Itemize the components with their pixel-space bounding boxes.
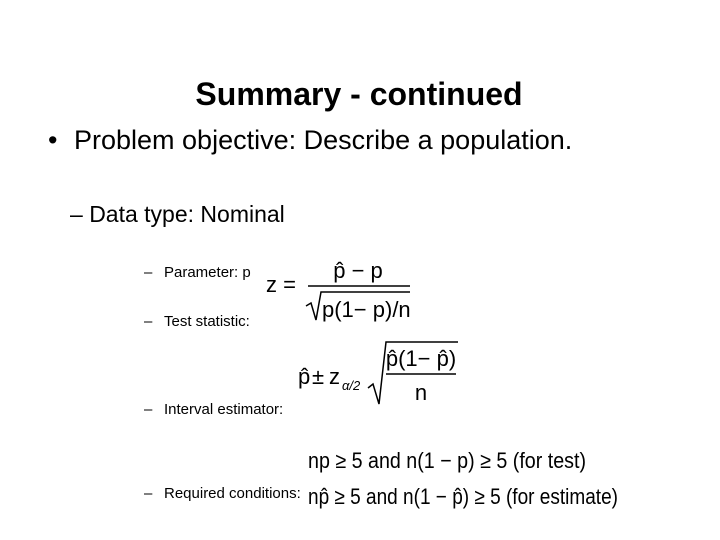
formula-denominator: p(1− p)/n [322,297,411,322]
dash: – [144,264,153,281]
item-label: Parameter: p [164,264,251,281]
item-parameter [144,264,251,282]
item-required-conditions [144,485,301,503]
interval-estimator-formula [294,338,469,410]
bullet-data-type [70,199,285,229]
formula-subscript: α/2 [342,378,361,393]
item-interval-estimator [144,401,283,419]
dash: – [70,201,83,227]
slide-title: Summary - continued [195,76,523,112]
item-label: Required conditions: [164,485,301,502]
dash: – [144,485,153,502]
bullet-text: Problem objective: Describe a population. [74,125,573,155]
formula-numerator: p̂ − p [333,258,383,283]
item-test-statistic [144,313,250,331]
bullet-dot: • [48,125,58,155]
item-label: Test statistic: [164,313,250,330]
condition-estimate: np̂ ≥ 5 and n(1 − p̂) ≥ 5 (for estimate) [308,484,618,509]
condition-test-formula [306,442,618,476]
test-statistic-formula [262,256,422,326]
formula-z: z [329,364,340,389]
formula-pm: ± [312,364,325,389]
formula-numerator: p̂(1− p̂) [385,346,457,371]
dash: – [144,313,153,330]
condition-test: np ≥ 5 and n(1 − p) ≥ 5 (for test) [308,448,586,473]
item-label: Interval estimator: [164,401,284,418]
formula-denominator: n [414,380,428,405]
dash: – [144,401,153,418]
bullet-text: Data type: Nominal [89,201,285,227]
formula-center: p̂ [298,364,311,389]
condition-estimate-formula [306,478,620,512]
formula-lhs: z = [266,272,296,297]
